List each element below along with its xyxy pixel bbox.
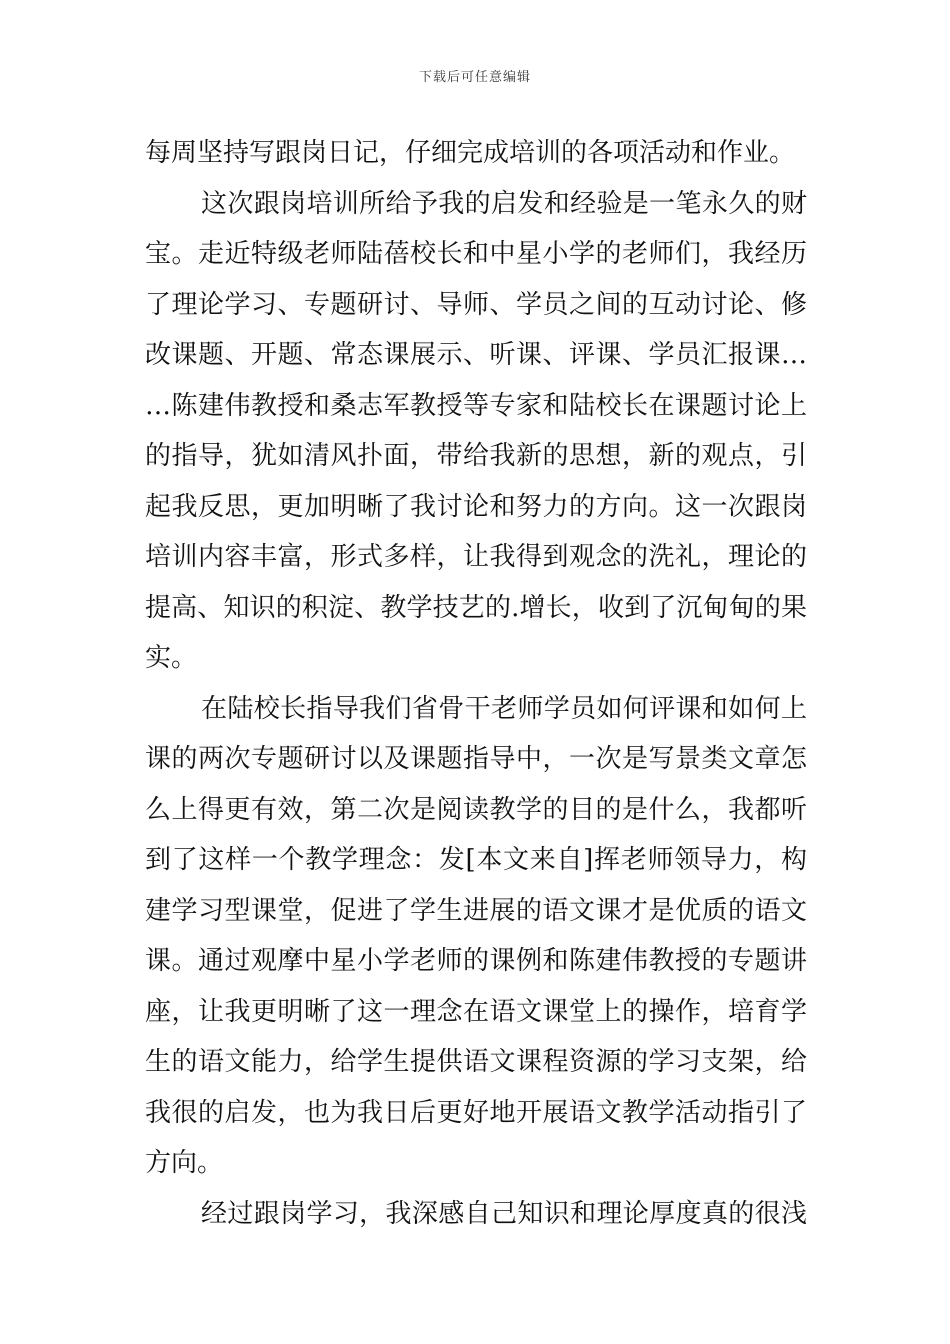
text-line: 到了这样一个教学理念：发[本文来自]挥老师领导力，构	[145, 845, 807, 875]
paragraph-start-line: 经过跟岗学习，我深感自己知识和理论厚度真的很浅	[201, 1198, 807, 1229]
text-line: 我很的启发，也为我日后更好地开展语文教学活动指引了	[145, 1097, 807, 1128]
text-line: 了理论学习、专题研讨、导师、学员之间的互动讨论、修	[145, 289, 807, 320]
text-line: 培训内容丰富，形式多样，让我得到观念的洗礼，理论的	[145, 542, 807, 572]
text-line: 每周坚持写跟岗日记，仔细完成培训的各项活动和作业。	[145, 138, 796, 168]
text-line: 实。	[145, 643, 198, 673]
text-line: 起我反思，更加明晰了我讨论和努力的方向。这一次跟岗	[145, 491, 807, 522]
text-line: 么上得更有效，第二次是阅读教学的目的是什么，我都听	[145, 794, 807, 825]
text-line: 提高、知识的积淀、教学技艺的.增长，收到了沉甸甸的果	[145, 592, 807, 623]
text-line: 建学习型课堂，促进了学生进展的语文课才是优质的语文	[145, 895, 807, 926]
text-line: 课。通过观摩中星小学老师的课例和陈建伟教授的专题讲	[145, 946, 807, 976]
text-line: 改课题、开题、常态课展示、听课、评课、学员汇报课…	[145, 340, 807, 370]
paragraph-start-line: 这次跟岗培训所给予我的启发和经验是一笔永久的财	[201, 188, 807, 219]
text-line: 的指导，犹如清风扑面，带给我新的思想，新的观点，引	[145, 441, 807, 471]
text-line: 座，让我更明晰了这一理念在语文课堂上的操作，培育学	[145, 996, 807, 1027]
text-line: 方向。	[145, 1148, 224, 1178]
text-line: …陈建伟教授和桑志军教授等专家和陆校长在课题讨论上	[145, 390, 807, 421]
text-line: 课的两次专题研讨以及课题指导中，一次是写景类文章怎	[145, 744, 807, 774]
text-line: 宝。走近特级老师陆蓓校长和中星小学的老师们，我经历	[145, 239, 807, 269]
text-line: 生的语文能力，给学生提供语文课程资源的学习支架，给	[145, 1047, 807, 1077]
page-header-note: 下载后可任意编辑	[418, 70, 531, 85]
body-text	[145, 128, 807, 1239]
paragraph-start-line: 在陆校长指导我们省骨干老师学员如何评课和如何上	[201, 693, 807, 724]
